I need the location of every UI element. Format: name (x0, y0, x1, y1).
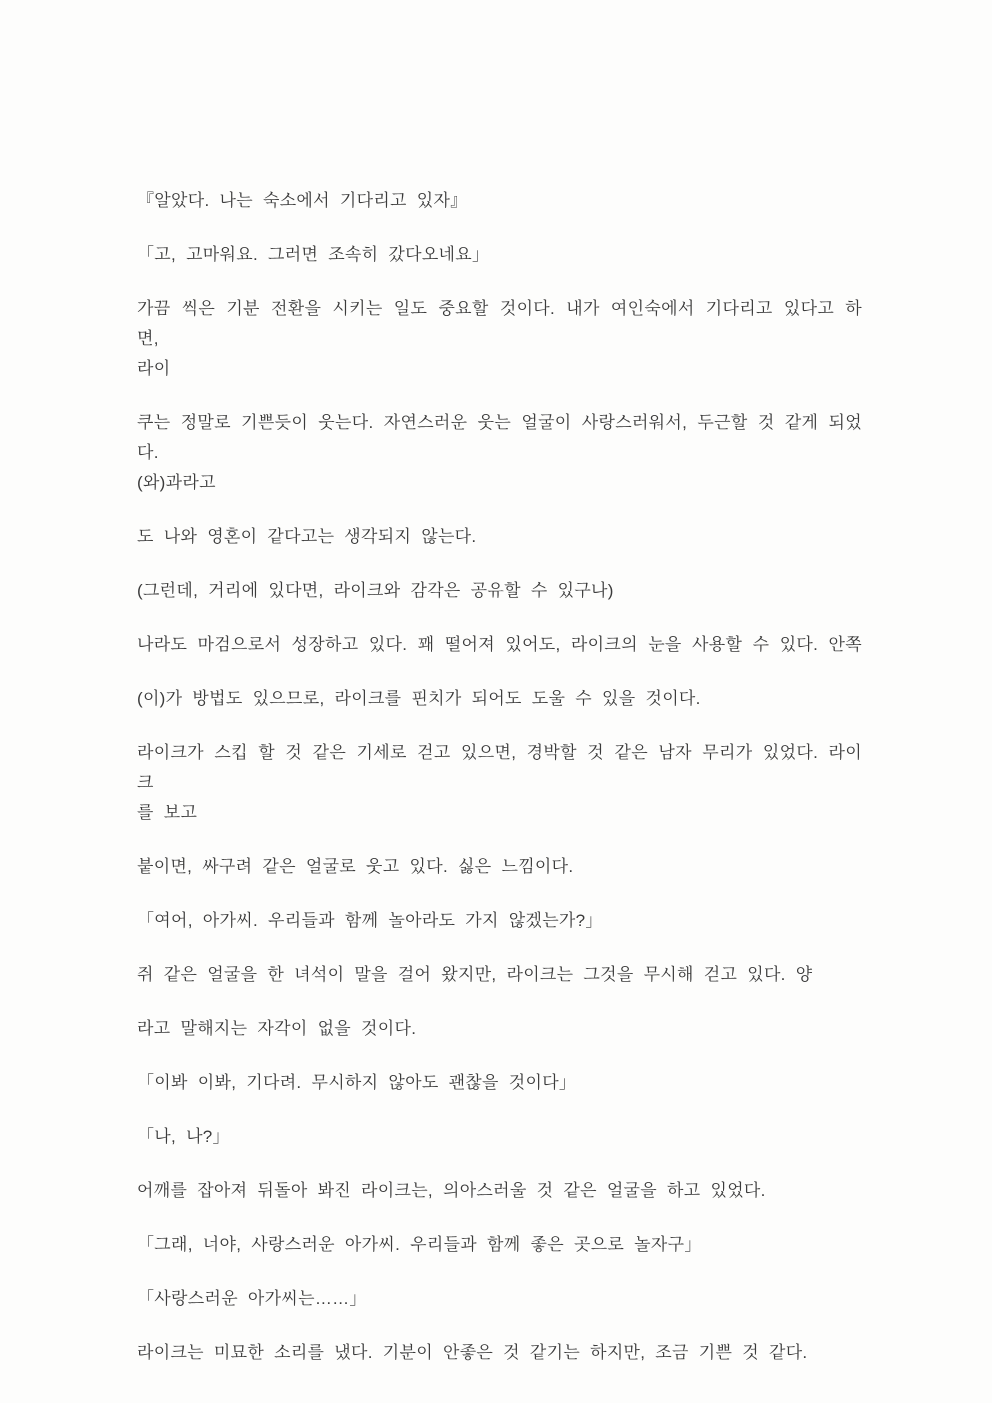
text-line: 붙이면, 싸구려 같은 얼굴로 웃고 있다. 싫은 느낌이다. (137, 857, 574, 876)
paragraph (137, 960, 862, 990)
text-line: 라고 말해지는 자각이 없을 것이다. (137, 1019, 417, 1038)
paragraph (137, 630, 862, 660)
text-line: 쿠는 정말로 기쁜듯이 웃는다. 자연스러운 웃는 얼굴이 사랑스러워서, 두근할 것 같게 되었다. (137, 413, 862, 462)
paragraph (137, 906, 862, 936)
paragraph (137, 1176, 862, 1206)
paragraph (137, 852, 862, 882)
text-line: (와)과라고 (137, 473, 216, 492)
paragraph (137, 738, 862, 828)
text-line: 를 보고 (137, 803, 198, 822)
paragraph (137, 1338, 862, 1368)
text-line: (그런데, 거리에 있다면, 라이크와 감각은 공유할 수 있구나) (137, 581, 614, 600)
text-line: 어깨를 잡아져 뒤돌아 봐진 라이크는, 의아스러울 것 같은 얼굴을 하고 있었다. (137, 1181, 766, 1200)
text-line: 도 나와 영혼이 같다고는 생각되지 않는다. (137, 527, 477, 546)
paragraph (137, 294, 862, 384)
text-line: 가끔 씩은 기분 전환을 시키는 일도 중요할 것이다. 내가 여인숙에서 기다리고 있다고 하면, (137, 299, 862, 348)
text-line: 「나, 나?」 (137, 1127, 230, 1146)
text-line: 『알았다. 나는 숙소에서 기다리고 있자』 (137, 191, 468, 210)
paragraph (137, 576, 862, 606)
document-body (137, 186, 862, 1368)
text-line: 쥐 같은 얼굴을 한 녀석이 말을 걸어 왔지만, 라이크는 그것을 무시해 걷고 있다. 양 (137, 965, 813, 984)
text-line: 「이봐 이봐, 기다려. 무시하지 않아도 괜찮을 것이다」 (137, 1073, 577, 1092)
paragraph (137, 1014, 862, 1044)
text-line: 라이크가 스킵 할 것 같은 기세로 걷고 있으면, 경박할 것 같은 남자 무리가 있었다. 라이크 (137, 743, 862, 792)
paragraph (137, 684, 862, 714)
text-line: 「사랑스러운 아가씨는……」 (137, 1289, 367, 1308)
text-line: 라이크는 미묘한 소리를 냈다. 기분이 안좋은 것 같기는 하지만, 조금 기쁜 것 같다. (137, 1343, 808, 1362)
paragraph (137, 240, 862, 270)
text-line: (이)가 방법도 있으므로, 라이크를 핀치가 되어도 도울 수 있을 것이다. (137, 689, 701, 708)
text-line: 라이 (137, 359, 171, 378)
paragraph (137, 522, 862, 552)
text-line: 나라도 마검으로서 성장하고 있다. 꽤 떨어져 있어도, 라이크의 눈을 사용할 수 있다. 안쪽 (137, 635, 862, 654)
paragraph (137, 186, 862, 216)
paragraph (137, 1284, 862, 1314)
paragraph (137, 408, 862, 498)
paragraph (137, 1230, 862, 1260)
text-line: 「고, 고마워요. 그러면 조속히 갔다오네요」 (137, 245, 490, 264)
paragraph (137, 1122, 862, 1152)
text-line: 「그래, 너야, 사랑스러운 아가씨. 우리들과 함께 좋은 곳으로 놀자구」 (137, 1235, 702, 1254)
text-line: 「여어, 아가씨. 우리들과 함께 놀아라도 가지 않겠는가?」 (137, 911, 603, 930)
paragraph (137, 1068, 862, 1098)
